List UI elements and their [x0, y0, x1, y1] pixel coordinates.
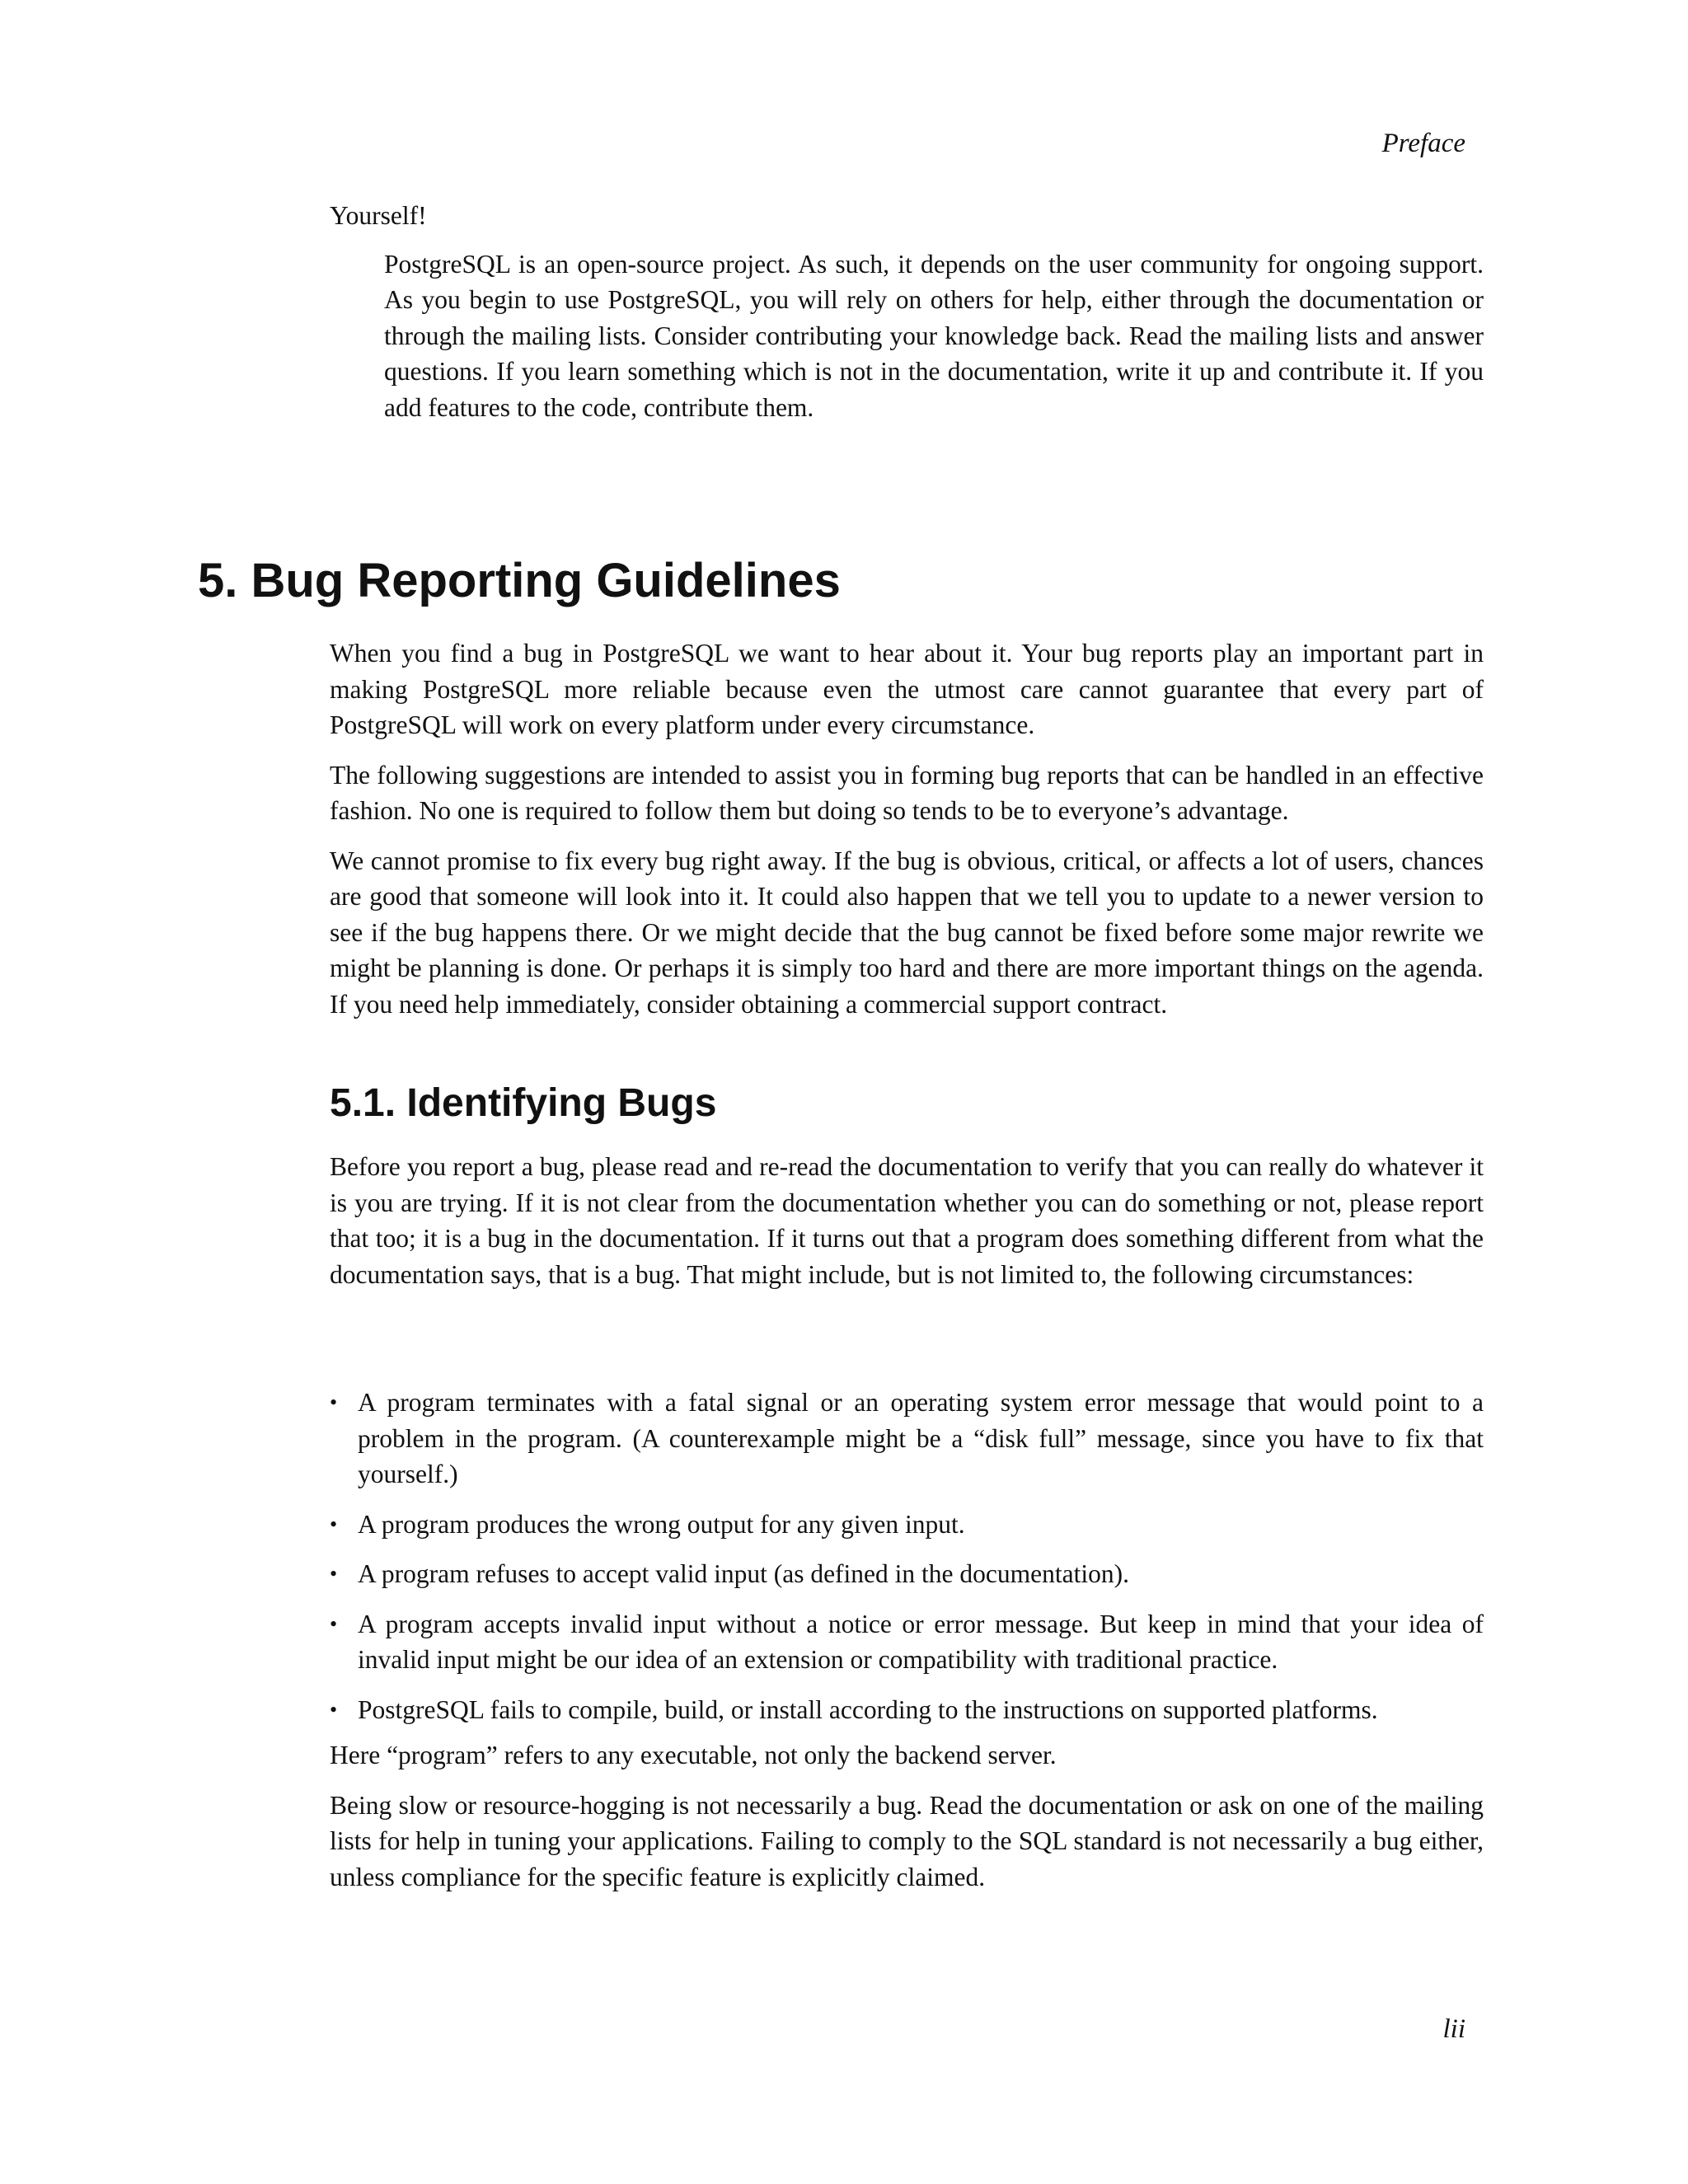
list-item: [330, 1606, 1484, 1678]
list-item-text: A program refuses to accept valid input (as defined in the documentation).: [358, 1559, 1129, 1588]
list-item: [330, 1692, 1484, 1728]
running-header: Preface: [1381, 129, 1465, 158]
bullet-icon: •: [330, 1511, 338, 1536]
list-item: [330, 1507, 1484, 1543]
section-5-body: [330, 635, 1484, 1036]
contribution-blockquote: PostgreSQL is an open-source project. As such, it depends on the user community for ongoing support. As you begin to use PostgreSQL, you will rely on others for help, either through the documentation or through the mailing lists. Consider contributing your knowledge back. Read the mailing lists and answer questions. If you learn something which is not in the documentation, write it up and contribute it. If you add features to the code, contribute them.: [384, 249, 1484, 422]
bullet-icon: •: [330, 1697, 338, 1722]
section-5-paragraph: When you find a bug in PostgreSQL we want to hear about it. Your bug reports play an important part in making PostgreSQL more reliable because even the utmost care cannot guarantee that every part of PostgreSQL will work on every platform under every circumstance.: [330, 639, 1484, 739]
bullet-icon: •: [330, 1611, 338, 1636]
list-item: [330, 1385, 1484, 1493]
section-5-1-closing: [330, 1737, 1484, 1909]
section-5-paragraph: The following suggestions are intended to assist you in forming bug reports that can be handled in an effective fashion. No one is required to follow them but doing so tends to be to everyone’s advantage.: [330, 760, 1484, 825]
section-5-heading: 5. Bug Reporting Guidelines: [198, 554, 841, 607]
list-item-text: A program accepts invalid input without a notice or error message. But keep in mind that your idea of invalid input might be our idea of an extension or compatibility with traditional practice.: [358, 1609, 1484, 1674]
bullet-icon: •: [330, 1562, 338, 1586]
section-5-1-intro-paragraph: Before you report a bug, please read and re-read the documentation to verify that you can really do whatever it is you are trying. If it is not clear from the documentation whether you can do something or not, please report that too; it is a bug in the documentation. If it turns out that a program does something different from what the documentation says, that is a bug. That might include, but is not limited to, the following circumstances:: [330, 1152, 1484, 1289]
page-number: lii: [1442, 2014, 1465, 2044]
bullet-icon: •: [330, 1390, 338, 1414]
section-5-1-body: [330, 1149, 1484, 1306]
program-definition-paragraph: Here “program” refers to any executable, not only the backend server.: [330, 1741, 1057, 1769]
intro-block: [330, 198, 1484, 439]
intro-lead-line: Yourself!: [330, 201, 427, 230]
list-item-text: A program terminates with a fatal signal or an operating system error message that would point to a problem in the program. (A counterexample might be a “disk full” message, since you have to fix that yourself.): [358, 1388, 1484, 1488]
list-item: [330, 1556, 1484, 1592]
performance-note-paragraph: Being slow or resource-hogging is not necessarily a bug. Read the documentation or ask on one of the mailing lists for help in tuning your applications. Failing to comply to the SQL standard is not necessarily a bug either, unless compliance for the specific feature is explicitly claimed.: [330, 1790, 1484, 1891]
list-item-text: A program produces the wrong output for any given input.: [358, 1509, 965, 1539]
section-5-paragraph: We cannot promise to fix every bug right away. If the bug is obvious, critical, or affects a lot of users, chances are good that someone will look into it. It could also happen that we tell you to update to a newer version to see if the bug happens there. Or we might decide that the bug cannot be fixed before some major rewrite we might be planning is done. Or perhaps it is simply too hard and there are more important things on the agenda. If you need help immediately, consider obtaining a commercial support contract.: [330, 846, 1484, 1019]
bug-circumstances-list: [330, 1385, 1484, 1741]
list-item-text: PostgreSQL fails to compile, build, or install according to the instructions on supported platforms.: [358, 1694, 1378, 1724]
section-5-1-heading: 5.1. Identifying Bugs: [330, 1081, 717, 1125]
